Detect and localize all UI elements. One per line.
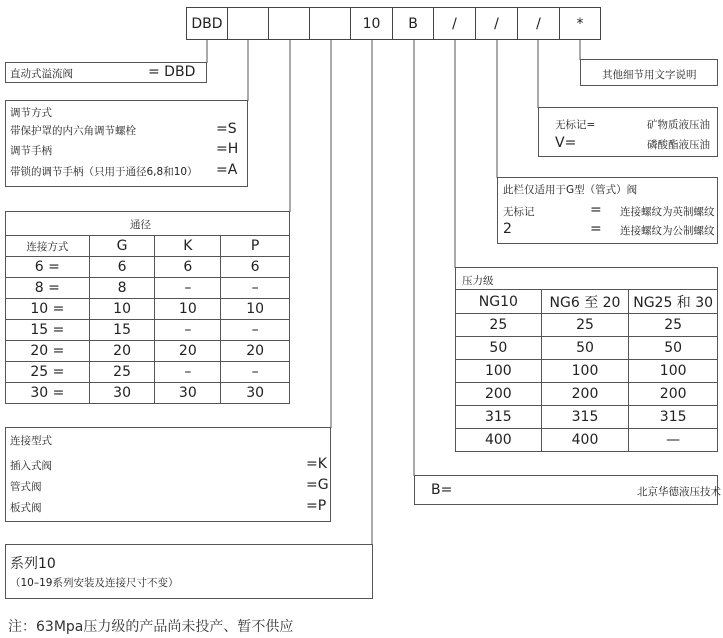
table-cell: 10 =: [6, 299, 90, 320]
table-cell: 100: [541, 360, 629, 383]
connection-item-value: =P: [306, 498, 327, 514]
table-header-cell: G: [89, 236, 155, 257]
code-cell-brand: B: [392, 7, 434, 40]
adjust-item-label: 调节手柄: [10, 145, 52, 157]
table-cell: 25: [541, 314, 629, 337]
table-cell: 6 =: [6, 257, 90, 278]
table-cell: 20 =: [6, 341, 90, 362]
fluid-item-value: 磷酸酯液压油: [647, 139, 710, 151]
table-header-cell: NG10: [456, 290, 542, 314]
table-row: [456, 429, 718, 452]
adjust-item-value: =H: [216, 141, 239, 157]
table-row: [6, 341, 290, 362]
fluid-box: [538, 107, 718, 157]
other-details-label: 其他细节用文字说明: [602, 69, 697, 81]
table-cell: 20: [89, 341, 155, 362]
table-cell: 400: [541, 429, 629, 452]
table-cell: 200: [456, 383, 542, 406]
table-cell: 15 =: [6, 320, 90, 341]
brand-label: B=: [431, 482, 453, 498]
series-number: 系列10: [10, 556, 56, 572]
table-header-row: [6, 236, 290, 257]
table-row: [6, 320, 290, 341]
thread-item-eq: =: [590, 221, 602, 237]
table-cell: 8 =: [6, 278, 90, 299]
table-cell: 6: [221, 257, 290, 278]
table-row: [6, 362, 290, 383]
thread-title: 此栏仅适用于G型（管式）阀: [503, 184, 638, 196]
table-header-cell: K: [155, 236, 221, 257]
table-cell: –: [221, 278, 290, 299]
table-cell: 100: [456, 360, 542, 383]
fluid-item-label: 无标记=: [555, 119, 596, 131]
table-cell: 30: [221, 383, 290, 404]
diameter-title: 通径: [130, 219, 151, 231]
table-cell: –: [155, 320, 221, 341]
series-box: [5, 544, 373, 599]
table-header-cell: P: [221, 236, 290, 257]
brand-value: 北京华德液压技术: [637, 486, 721, 498]
table-header-row: [456, 290, 718, 314]
table-cell: 100: [629, 360, 718, 383]
table-row: [6, 383, 290, 404]
thread-item-label: 无标记: [503, 206, 535, 218]
valve-type-label: 直动式溢流阀: [10, 68, 73, 80]
table-cell: 30 =: [6, 383, 90, 404]
table-cell: 50: [629, 337, 718, 360]
table-cell: —: [629, 429, 718, 452]
connection-item-value: =K: [306, 456, 327, 472]
connection-item-value: =G: [306, 477, 329, 493]
diameter-table: [5, 235, 290, 404]
table-cell: 25: [456, 314, 542, 337]
series-note: （10–19系列安装及连接尺寸不变）: [10, 577, 179, 589]
table-cell: 15: [89, 320, 155, 341]
table-row: [6, 278, 290, 299]
adjust-method-box: [5, 100, 248, 187]
table-header-cell: NG6 至 20: [541, 290, 629, 314]
table-cell: 8: [89, 278, 155, 299]
table-cell: –: [221, 362, 290, 383]
table-cell: 25 =: [6, 362, 90, 383]
thread-box: [497, 177, 718, 244]
table-cell: 315: [456, 406, 542, 429]
adjust-title: 调节方式: [10, 107, 52, 119]
table-cell: 10: [89, 299, 155, 320]
table-cell: 10: [155, 299, 221, 320]
connection-item-label: 管式阀: [10, 481, 42, 493]
code-cell-dbd: DBD: [186, 7, 228, 40]
table-cell: 6: [89, 257, 155, 278]
code-cell-diameter: [268, 7, 310, 40]
code-cell-other: *: [559, 7, 601, 40]
table-header-cell: 连接方式: [6, 236, 90, 257]
table-cell: 20: [221, 341, 290, 362]
brand-box: [414, 475, 721, 505]
table-row: [6, 299, 290, 320]
table-header-cell: NG25 和 30: [629, 290, 718, 314]
fluid-item-value: 矿物质液压油: [647, 119, 710, 131]
code-cell-series: 10: [350, 7, 393, 40]
connection-item-label: 板式阀: [10, 502, 42, 514]
table-cell: 315: [541, 406, 629, 429]
table-cell: 315: [629, 406, 718, 429]
table-row: [456, 406, 718, 429]
footnote: 注：63Mpa压力级的产品尚未投产、暂不供应: [8, 619, 294, 635]
adjust-item-label: 带锁的调节手柄（只用于通径6,8和10）: [10, 166, 198, 178]
table-row: [456, 337, 718, 360]
code-cell-thread: /: [475, 7, 518, 40]
code-cell-connection: [309, 7, 351, 40]
table-cell: –: [221, 320, 290, 341]
table-row: [6, 257, 290, 278]
table-cell: –: [155, 278, 221, 299]
thread-item-value: 连接螺纹为公制螺纹: [620, 225, 715, 237]
adjust-item-value: =A: [216, 162, 238, 178]
table-cell: 25: [629, 314, 718, 337]
connection-item-label: 插入式阀: [10, 460, 52, 472]
table-cell: 200: [541, 383, 629, 406]
table-cell: 30: [89, 383, 155, 404]
other-details-box: [580, 59, 718, 86]
fluid-item-label: V=: [555, 135, 577, 151]
thread-item-label: 2: [503, 221, 512, 237]
pressure-table: [455, 289, 718, 452]
table-cell: 30: [155, 383, 221, 404]
table-row: [456, 383, 718, 406]
table-row: [456, 360, 718, 383]
table-cell: –: [155, 362, 221, 383]
adjust-item-value: =S: [216, 121, 237, 137]
code-cell-pressure: /: [433, 7, 476, 40]
table-cell: 10: [221, 299, 290, 320]
adjust-item-label: 带保护罩的内六角调节螺栓: [10, 125, 136, 137]
pressure-box: [455, 267, 718, 289]
pressure-title: 压力级: [462, 275, 494, 287]
table-cell: 25: [89, 362, 155, 383]
connection-type-box: [5, 427, 331, 522]
table-cell: 50: [456, 337, 542, 360]
code-cell-seal: /: [517, 7, 560, 40]
table-row: [456, 314, 718, 337]
code-cell-adjust: [227, 7, 269, 40]
connection-title: 连接型式: [10, 435, 52, 447]
thread-item-value: 连接螺纹为英制螺纹: [620, 206, 715, 218]
table-cell: 400: [456, 429, 542, 452]
table-cell: 50: [541, 337, 629, 360]
valve-type-value: = DBD: [148, 64, 196, 80]
valve-type-box: [5, 62, 207, 83]
table-cell: 20: [155, 341, 221, 362]
thread-item-eq: =: [590, 202, 602, 218]
table-cell: 200: [629, 383, 718, 406]
table-cell: 6: [155, 257, 221, 278]
